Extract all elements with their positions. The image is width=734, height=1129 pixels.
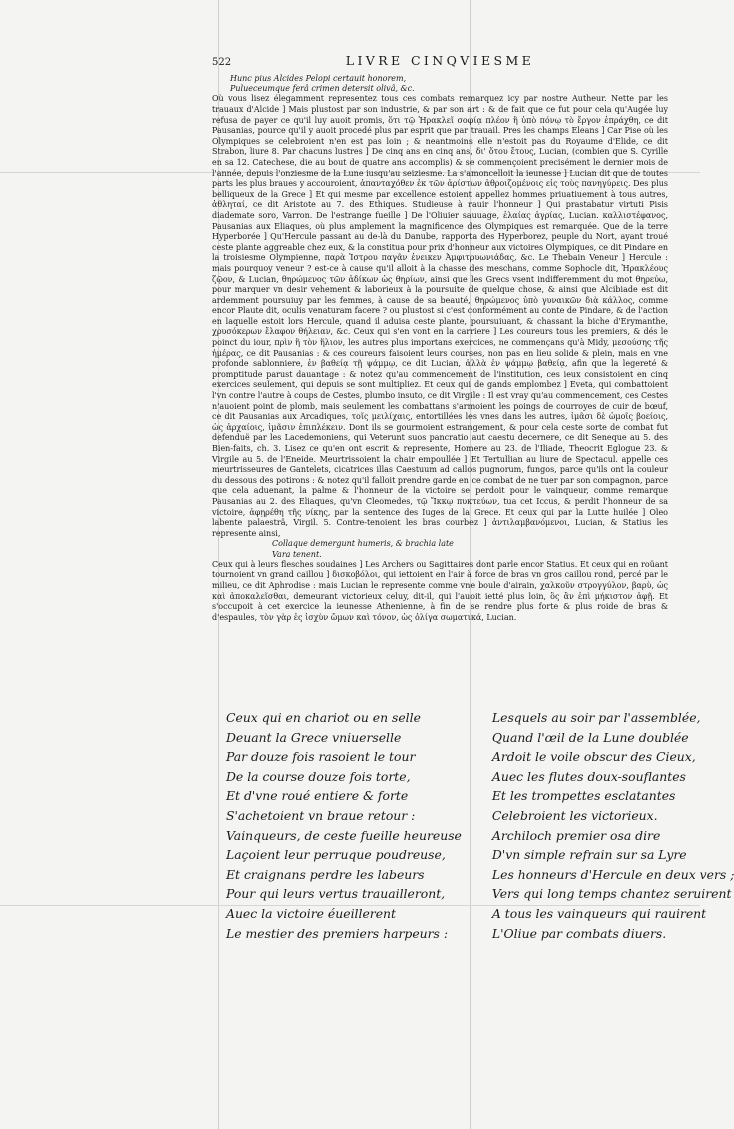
poem-line: Vers qui long temps chantez seruirent	[491, 886, 732, 902]
poem-line: A tous les vainqueurs qui rauirent	[491, 905, 707, 921]
verse-line: Hunc pius Alcides Pelopi certauit honorem,	[230, 74, 407, 83]
quoted-verse	[212, 539, 668, 559]
poem-line: Ardoit le voile obscur des Cieux,	[491, 749, 696, 765]
page-number: 522	[212, 57, 232, 68]
poem-line: Auec la victoire éueillerent	[226, 905, 397, 921]
poem-line: Quand l'œil de la Lune doublée	[491, 729, 689, 745]
poem-line: Le mestier des premiers harpeurs :	[226, 925, 449, 941]
poem-line: Archiloch premier osa dire	[491, 827, 661, 843]
poem-line: Et les trompettes esclatantes	[491, 788, 676, 804]
poem-line: De la course douze fois torte,	[226, 768, 411, 784]
poem-line: Et d'vne roué entiere & forte	[226, 788, 409, 804]
poem-line: Par douze fois rasoient le tour	[226, 749, 416, 765]
poem-line: Lesquels au soir par l'assemblée,	[491, 710, 701, 725]
poem-line: D'vn simple refrain sur sa Lyre	[491, 847, 687, 863]
poem-line: Celebroient les victorieux.	[491, 807, 658, 823]
page-header	[212, 53, 668, 70]
poem-line: Vainqueurs, de ceste fueille heureuse	[226, 827, 462, 843]
poem-line: L'Oliue par combats diuers.	[491, 925, 667, 941]
running-title: LIVRE CINQVIESME	[345, 53, 535, 68]
commentary-paragraph: Où vous lisez élegamment representez tous ces combats remarquez icy par nostre Autheur. Nette par les trauaux d'Alcide ] Mais plustost par son industrie, & par son art : & de fait que ce fut pour cela qu'Augée luy refusa de payer ce qu'il luy auoit promis, ὅτι τῷ Ἡρακλεῖ σοφίᾳ πλέον ἢ ὑπὸ πόνῳ τὸ ἔργον ἐπράχθη, ce dit Pausanias, pource qu'il y auoit procedé plus par esprit que par trauail. Pres les champs Eleans ] Car Pise où les Olympiques se celebroient n'en est pas loin ; & neantmoins elle n'estoit pas du Royaume d'Elide, ce dit Strabon, liure 8. Par chacuns lustres ] De cinq ans en cinq ans, δι' ὅτου ἔτους, Lucian, (combien que S. Cyrille en sa 12. Catechese, die au bout de quatre ans accomplis) & se commençoient precisément le dernier mois de l'année, depuis l'onziesme de la Lune iusqu'au seiziesme. La s'amoncelloit la ieunesse ] Lucian dit que de toutes parts les plus braues y accouroient, ἀπανταχόθεν ἐκ τῶν ἀρίστων ἀθροιζομένοις εἰς τοὺς πανηγύρεις. Des plus belliqueux de la Grece ] Et qui mesme par excellence estoient appellez hommes priuatiuement à tous autres, ἀθληταί, ce dit Aristote au 7. des Ethiques. Studieuse à rauir l'honneur ] Qui prastabatur virtuti Pisis diademate soro, Varron. De l'estrange fueille ] De l'Oliuier sauuage, ἐλαίας ἀγρίας, Lucian. καλλιστέφανος, Pausanias aux Eliaques, où plus amplement la magnificence des Olympiques est remarquée. Que de la terre Hyperborée ] Qu'Hercule passant au de-là du Danube, rapporta des Hyperborez, peuple du Nort, ayant troué ceste plante aggreable chez eux, & la constitua pour prix d'honneur aux victoires Olympiques, ce dit Pindare en la troisiesme Olympienne, παρὰ Ἰστρου παγᾶν ἐνεικεν Ἀμφιτρυωνιάδας, &c. Le Thebain Veneur ] Hercule : mais pourquoy veneur ? est-ce à cause qu'il alloit à la chasse des meschans, comme Sophocle dit, Ἡρακλέους ζῷον, & Lucian, θηρώμενος τῶν ἀδίκων ὡς θηρίων, ainsi que les Grecs vsent indifferemment du mot θηρεύω, pour marquer vn desir vehement & laborieux à la poursuite de quelque chose, & ainsi que Alcibiade est dit ardemment poursuiuy par les femmes, à cause de sa beauté, θηρώμενος ὑπὸ γυναικῶν διὰ κάλλος, comme encor Plaute dit, oculis venaturam facere ? ou plustost si c'est conformément au conte de Pindare, & de l'action en laquelle estoit lors Hercule, quand il aduisa ceste plante, poursuiuant, & chassant la biche d'Erymanthe, χρυσόκερων ἔλαφον θήλειαν, &c. Ceux qui s'en vont en la carriere ] Les coureurs tous les premiers, & dés le poinct du iour, πρὶν ἢ τὸν ἥλιον, les autres plus importans exercices, ne commençans qu'à Midy, μεσούσης τῆς ἡμέρας, ce dit Pausanias : & ces coureurs faisoient leurs courses, non pas en lieu solide & plein, mais en vne profonde sablonniere, ἐν βαθείᾳ τῇ ψάμμῳ, ce dit Lucian, ἀλλὰ ἐν ψάμμῳ βαθείᾳ, afin que la legereté & promptitude parust dauantage : & notez qu'au commencement de l'institution, ces ieux consistoient en cinq exercices seulement, qui depuis se sont multipliez. Et ceux qui de gands emplombez ] Eveta, qui combattoient l'vn contre l'autre à coups de Cestes, plumbo insuto, ce dit Virgile : Il est vray qu'au commencement, ces Cestes n'auoient point de plomb, mais seulement les combattans s'armoient les poings de courroyes de cuir de bœuf, ce dit Pausanias aux Arcadiques, τοῖς μειλίχαις, entortillées les vnes dans les autres, ἱμᾶσι δὲ ὠμοῖς βοείοις, ὡς ἀρχαίοις, ἱμᾶσιν ἐπιπλέκειν. Dont ils se gourmoient estrangement, & pour cela ceste sorte de combat fut defenduë par les Lacedemoniens, qui Veterunt suos pancratio aut caestu decernere, ce dit Seneque au 5. des Bien-faits, ch. 3. Lisez ce qu'en ont escrit & represente, Homere au 23. de l'Iliade, Theocrit Eglogue 23. & Virgile au 5. de l'Eneide. Meurtrissoient la chair empoullée ] Et Tertullian au liure de Spectacul. appelle ces meurtrisseures de Gantelets, cicatrices illas Caestuum ad callos pugnorum, fungos, parce qu'ils ont la couleur du dessous des potirons : & notez qu'il falloit prendre garde en ce combat de ne tuer par son compagnon, parce que cela aduenant, la palme & l'honneur de la victoire se perdoit pour le vainqueur, comme remarque Pausanias au 2. des Eliaques, qu'vn Cleomedes, τῷ Ἴκκῳ πυκτεύων, tua cet Iccus, & perdit l'honneur de sa victoire, ἀφῃρέθη τῆς νίκης, par la sentence des Iuges de la Grece. Et ceux qui par la Lutte huilée ] Oleo labente palaestrâ, Virgil. 5. Contre-tenoient les bras courbez ] ἀντιλαμβανόμενοι, Lucian, & Statius les represente ainsi,	[212, 94, 668, 538]
commentary-paragraph: Ceux qui à leurs flesches soudaines ] Les Archers ou Sagittaires dont parle encor Statius. Et ceux qui en roüant tournoient vn grand caillou ] δισκοβόλοι, qui iettoient en l'air à force de bras vn gros caillou rond, percé par le milieu, ce dit Aphrodise : mais Lucian le represente comme vne boule d'airain, χαλκοῦν στρογγύλον, βαρὺ, ὡς καὶ ἀποκαλεῖσθαι, demeurant victorieux celuy, dit-il, qui l'auoit ietté plus loin, ὃς ἂν ἐπὶ μήκιστον ἀφῇ. Et s'occupoit à cet exercice la ieunesse Athenienne, à fin de se rendre plus forte & plus roide de bras & d'espaules, τὸν γὰρ ἐς ἰσχὺν ὤμων καὶ τόνον, ὡς ὀλίγα σωματικά, Lucian.	[212, 559, 668, 622]
poem-line: Laçoient leur perruque poudreuse,	[226, 847, 446, 863]
poem-line: Les honneurs d'Hercule en deux vers ;	[491, 866, 734, 882]
ode-stanza	[226, 708, 734, 943]
poem-line: Auec les flutes doux-souflantes	[491, 768, 686, 784]
ode-left-column	[226, 708, 462, 943]
poem-line: Ceux qui en chariot ou en selle	[226, 710, 421, 725]
poem-line: Et craignans perdre les labeurs	[226, 866, 425, 882]
verse-line: Pulueceumque ferâ crimen detersit olivâ, &c.	[230, 84, 415, 94]
poem-line: Pour qui leurs vertus trauailleront,	[226, 886, 446, 902]
book-page	[212, 53, 668, 623]
poem-line: S'achetoient vn braue retour :	[226, 807, 416, 823]
verse-line: Vara tenent.	[272, 549, 322, 559]
poem-line: Deuant la Grece vniuerselle	[226, 729, 402, 745]
intro-verse	[212, 74, 668, 94]
verse-line: Collaque demergunt humeris, & brachia late	[272, 539, 454, 549]
ode-right-column	[462, 708, 734, 943]
